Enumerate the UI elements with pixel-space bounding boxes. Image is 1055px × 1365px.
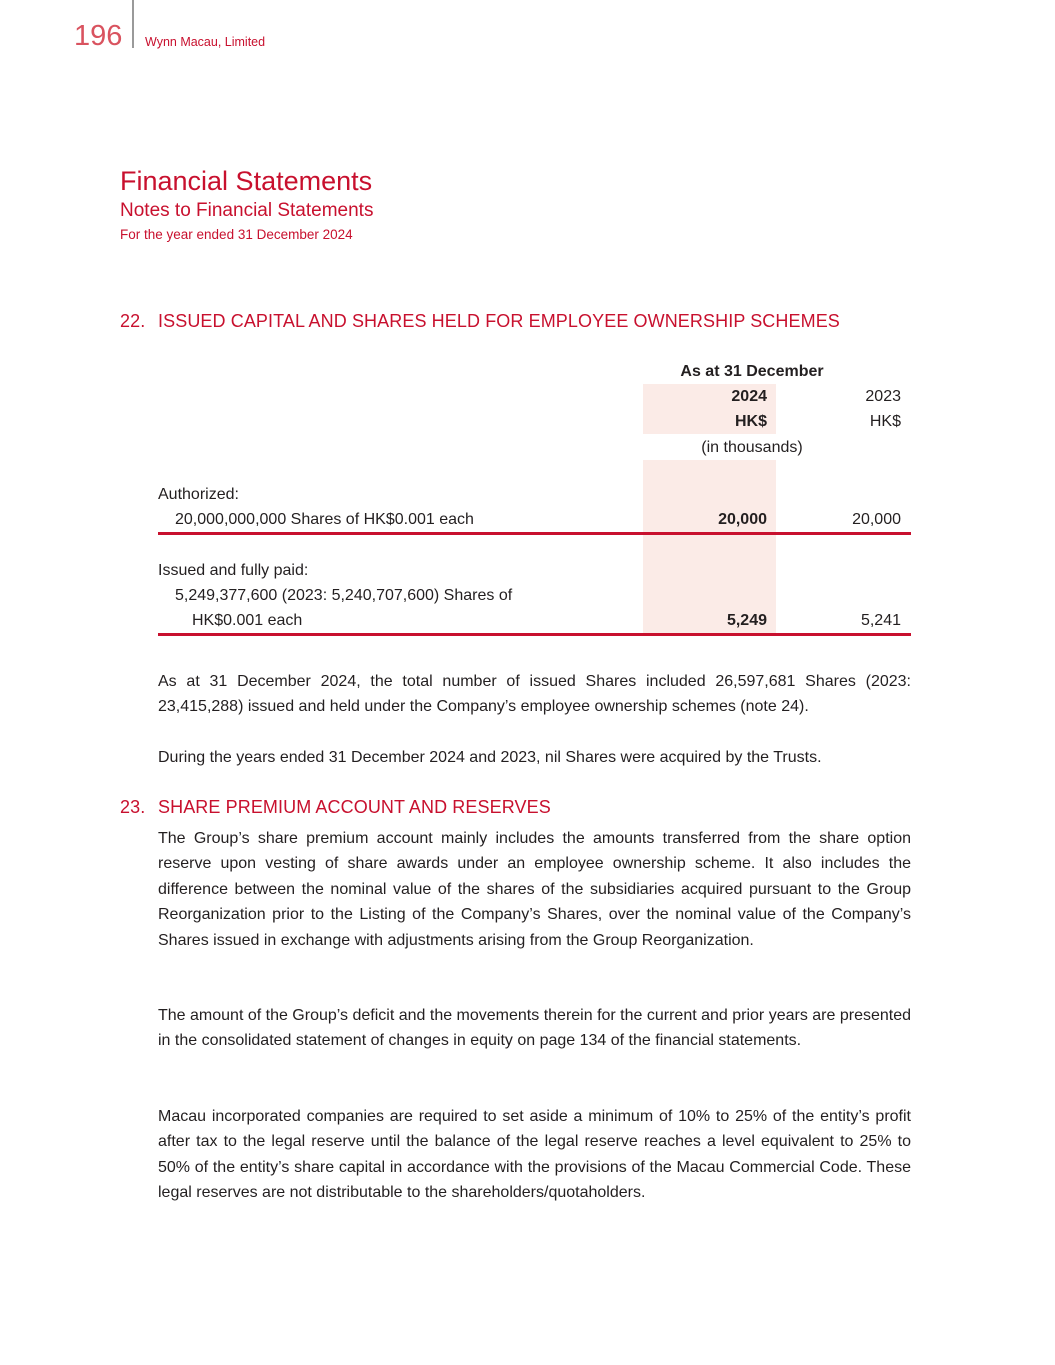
- col-2023-year: 2023: [865, 388, 901, 405]
- page-title: Financial Statements: [120, 166, 373, 196]
- note-23-paragraph-1: The Group’s share premium account mainly includes the amounts transferred from the share option reserve upon vesting of share awards under an employee ownership scheme. It also includes the difference between the nominal value of the shares of the subsidiaries acquired pursuant to the Group Reorganization prior to the Listing of the Company’s Shares, over the nominal value of the Company’s Shares issued in exchange with adjustments arising from the Group Reorganization.: [158, 830, 911, 949]
- issued-row-description-line1: 5,249,377,600 (2023: 5,240,707,600) Shares of: [175, 587, 513, 604]
- issued-label: Issued and fully paid:: [158, 562, 309, 579]
- table-group-header: As at 31 December: [680, 363, 824, 380]
- issued-value-2023: 5,241: [860, 612, 901, 629]
- authorized-underline: [158, 532, 911, 535]
- page-subtitle: Notes to Financial Statements: [120, 200, 374, 221]
- section-number: 23.: [120, 797, 146, 817]
- note-22-paragraph-1: As at 31 December 2024, the total number of issued Shares included 26,597,681 Shares (2023: 23,415,288) issued and held under the Company’s employee ownership schemes (note 24).: [158, 673, 911, 716]
- page-number: 196: [74, 20, 123, 52]
- authorized-value-2024: 20,000: [718, 511, 767, 528]
- note-23-paragraph-2: The amount of the Group’s deficit and the movements therein for the current and prior years are presented in the consolidated statement of changes in equity on page 134 of the financial statements.: [158, 1007, 912, 1050]
- issued-value-2024: 5,249: [726, 612, 767, 629]
- col-2024-year: 2024: [731, 388, 767, 405]
- section-title: ISSUED CAPITAL AND SHARES HELD FOR EMPLOYEE OWNERSHIP SCHEMES: [158, 311, 840, 331]
- note-22-paragraph-2: During the years ended 31 December 2024 and 2023, nil Shares were acquired by the Trusts.: [158, 749, 822, 766]
- section-title: SHARE PREMIUM ACCOUNT AND RESERVES: [158, 797, 551, 817]
- section-23-heading: [120, 795, 551, 819]
- header-divider: [132, 0, 134, 48]
- section-number: 22.: [120, 311, 146, 331]
- note-23-paragraph-3: Macau incorporated companies are required to set aside a minimum of 10% to 25% of the entity’s profit after tax to the legal reserve until the balance of the legal reserve reaches a level equivalent to 25% to 50% of the entity’s share capital in accordance with the provisions of the Macau Commercial Code. These legal reserves are not distributable to the shareholders/quotaholders.: [158, 1108, 911, 1202]
- authorized-value-2023: 20,000: [852, 511, 901, 528]
- col-2024-currency: HK$: [734, 413, 767, 430]
- section-22-heading: [120, 309, 840, 333]
- company-name: Wynn Macau, Limited: [145, 35, 266, 49]
- authorized-label: Authorized:: [158, 486, 239, 503]
- authorized-row-description: 20,000,000,000 Shares of HK$0.001 each: [175, 511, 474, 528]
- col-2023-currency: HK$: [869, 413, 901, 430]
- reporting-period: For the year ended 31 December 2024: [120, 227, 353, 242]
- issued-row-description-line2: HK$0.001 each: [192, 612, 303, 629]
- highlight-column-body: [643, 460, 776, 634]
- unit-note: (in thousands): [701, 439, 803, 456]
- issued-underline: [158, 633, 911, 636]
